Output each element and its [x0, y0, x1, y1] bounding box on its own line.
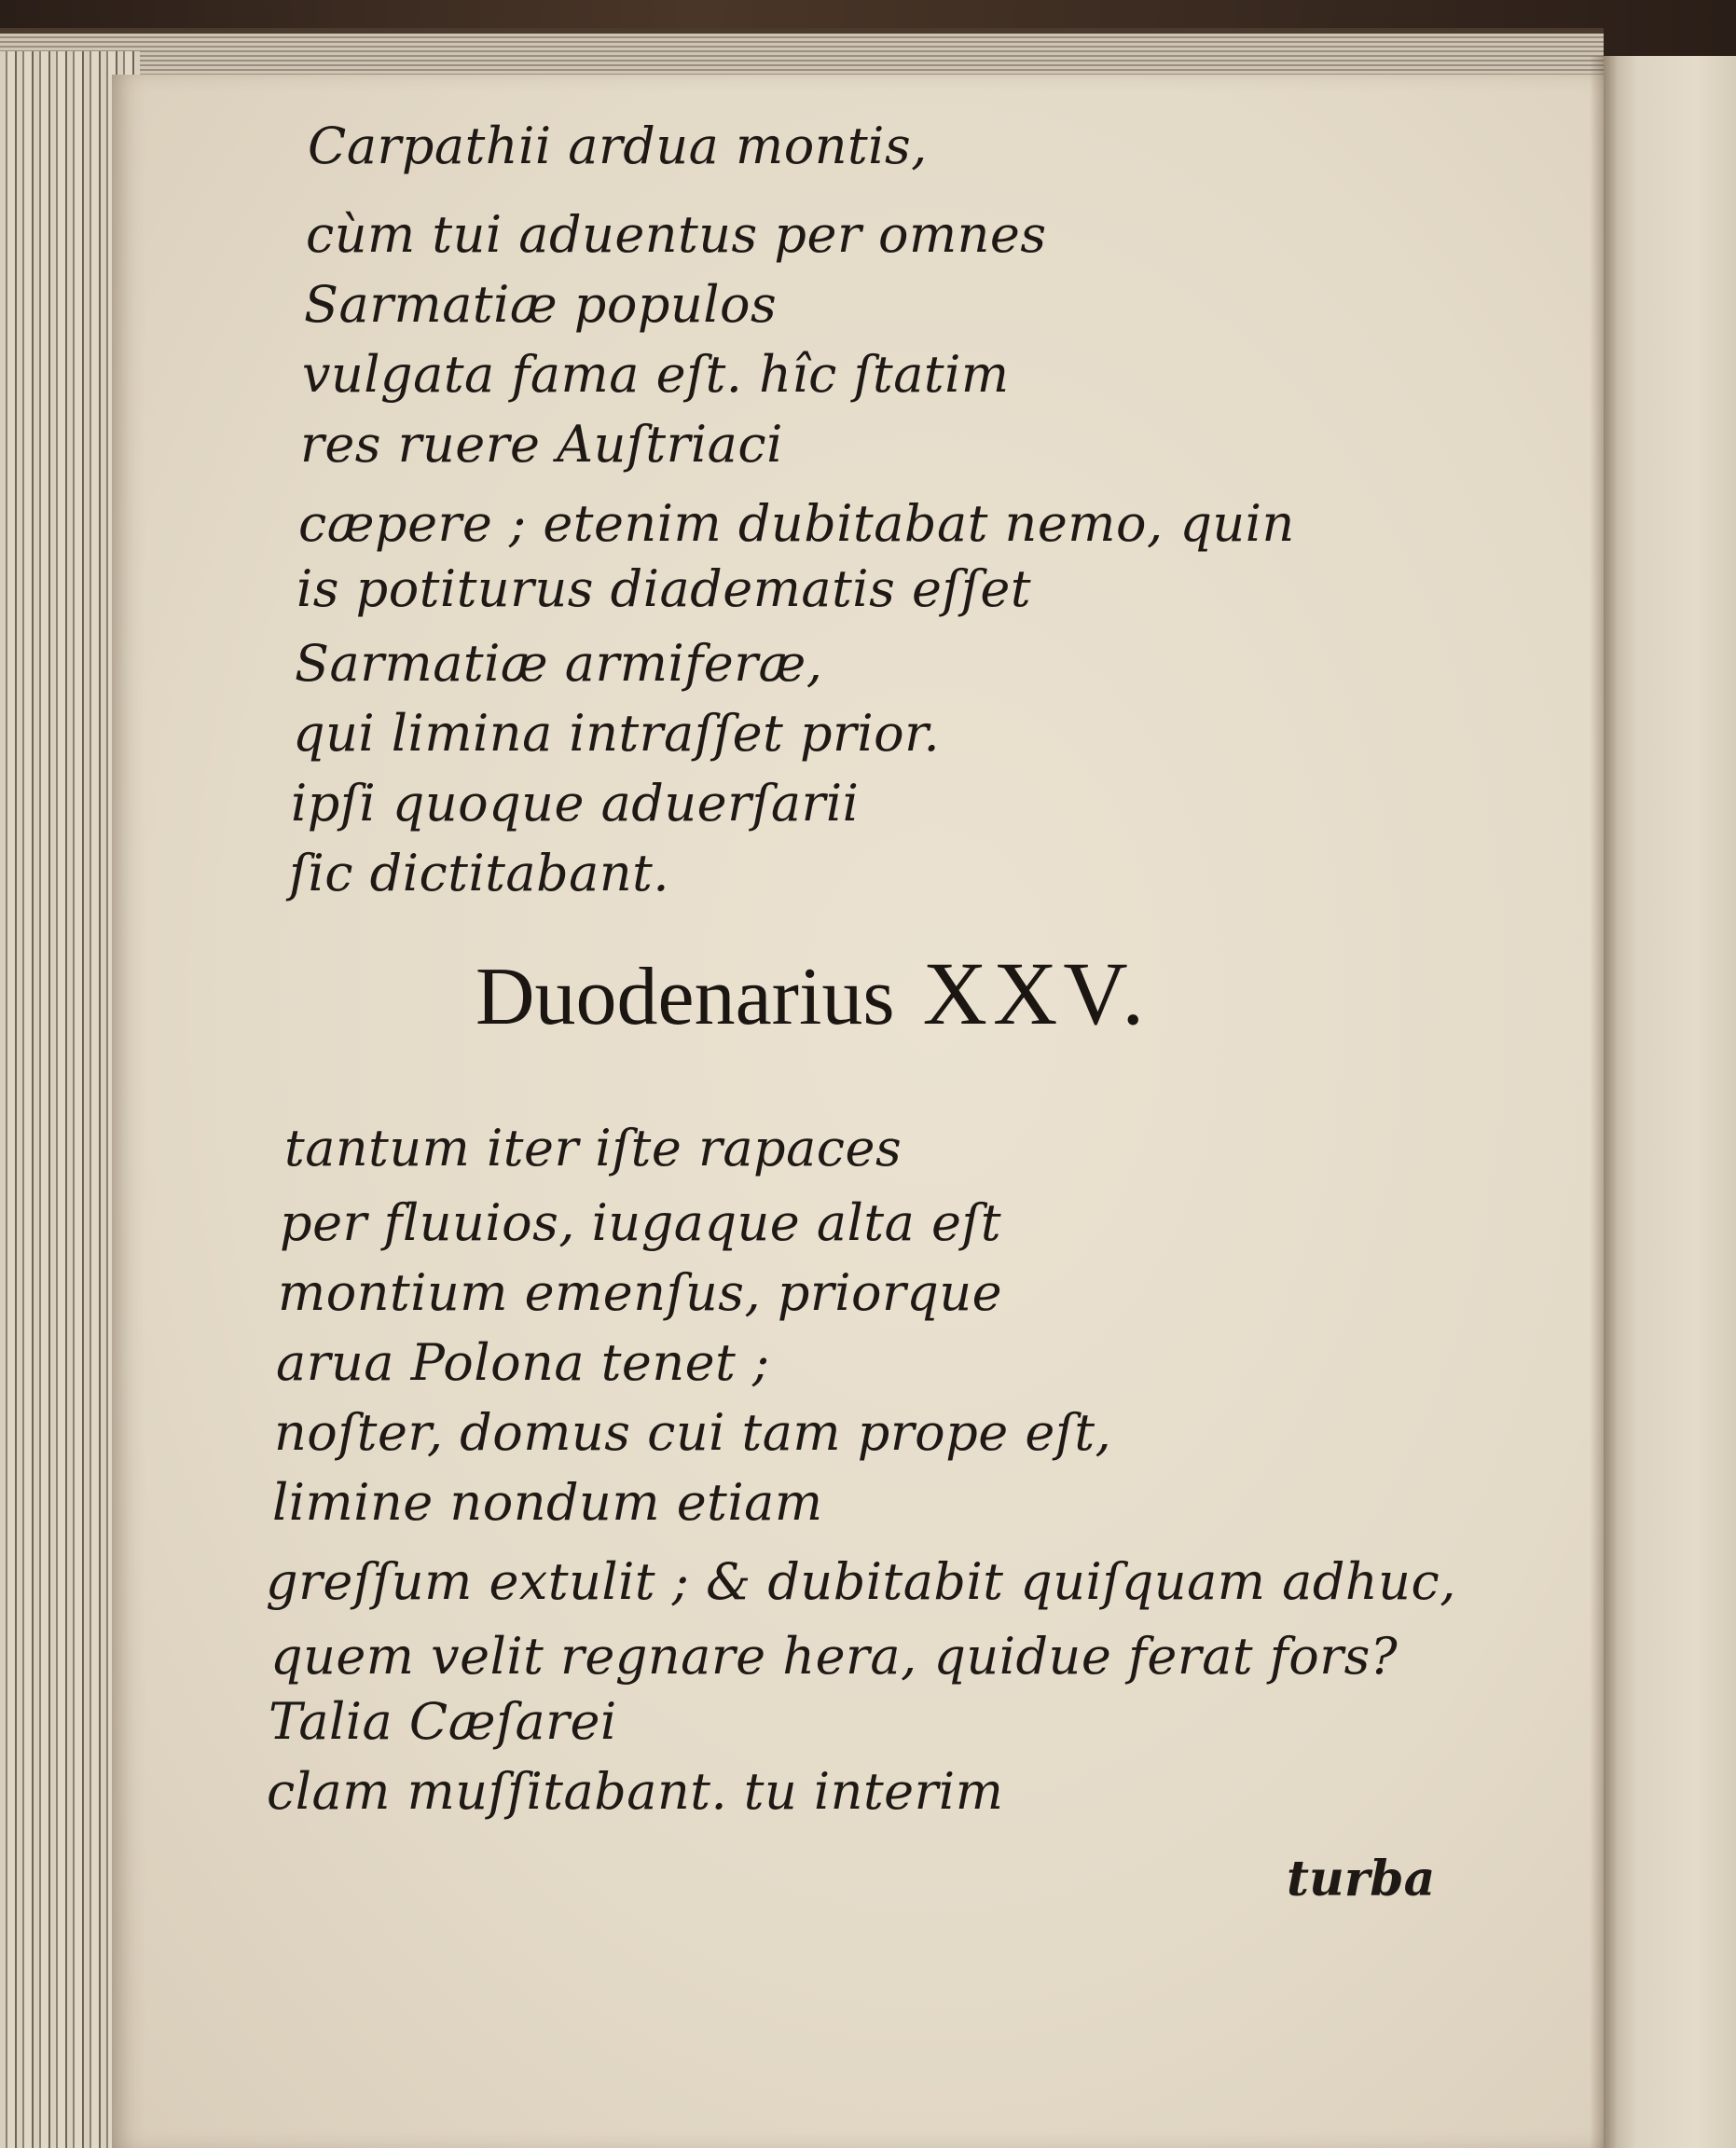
verse-line: qui limina intraſſet prior.: [293, 704, 941, 763]
facing-page-edge: [1604, 56, 1736, 2148]
verse-line: limine nondum etiam: [272, 1473, 823, 1532]
verse-line: montium emenſus, priorque: [278, 1263, 1003, 1322]
verse-line: quem velit regnare hera, quidue ferat fors?: [270, 1627, 1398, 1686]
verse-line: noſter, domus cui tam prope eſt,: [274, 1403, 1112, 1462]
verse-line: vulgata fama eſt. hîc ſtatim: [302, 345, 1010, 404]
verse-line: Talia Cæſarei: [269, 1692, 617, 1751]
verse-line: Sarmatiæ populos: [304, 275, 778, 334]
verse-line: greſſum extulit ; & dubitabit quiſquam adhuc,: [266, 1552, 1456, 1611]
verse-line: res ruere Auſtriaci: [300, 415, 783, 474]
heading-number: XXV.: [922, 943, 1150, 1043]
verse-line: arua Polona tenet ;: [276, 1333, 770, 1392]
verse-line: ſic dictitabant.: [289, 844, 670, 902]
verse-line: clam muſſitabant. tu interim: [267, 1762, 1004, 1821]
binding-gutter: [1590, 56, 1618, 2148]
verse-line: per fluuios, iugaque alta eſt: [280, 1193, 1002, 1252]
verse-line: Carpathii ardua montis,: [308, 117, 928, 175]
section-heading: [475, 942, 1150, 1045]
verse-line: is potiturus diadematis eſſet: [296, 559, 1032, 618]
page-edges-top: [0, 28, 1604, 76]
heading-word: Duodenarius: [475, 952, 895, 1042]
verse-line: Sarmatiæ armiferæ,: [295, 634, 823, 693]
verse-line: ipſi quoque aduerſarii: [291, 774, 860, 833]
verse-line: tantum iter iſte rapaces: [284, 1119, 902, 1177]
verse-line: cæpere ; etenim dubitabat nemo, quin: [298, 494, 1295, 553]
catchword: turba: [1287, 1851, 1436, 1907]
verse-line: cùm tui aduentus per omnes: [306, 205, 1047, 264]
